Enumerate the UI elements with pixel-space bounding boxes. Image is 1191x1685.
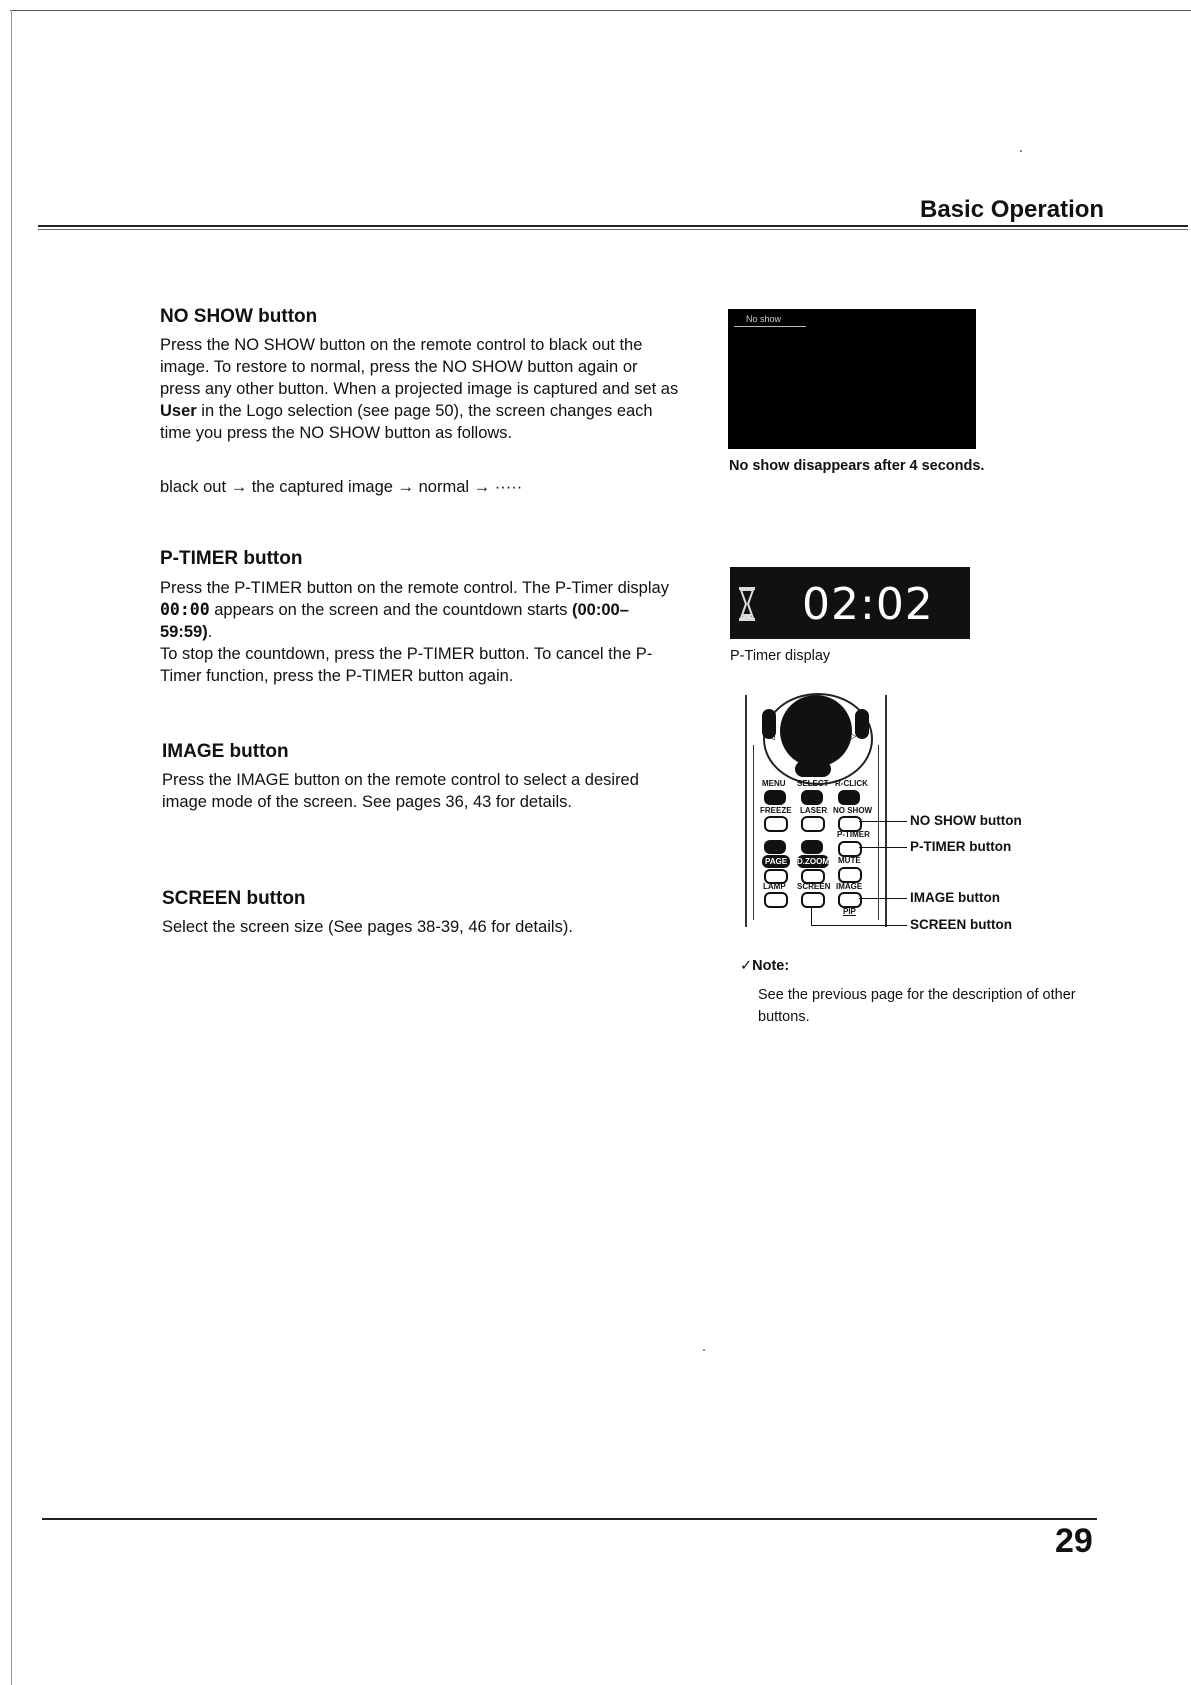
section-title-image: IMAGE button [162, 741, 289, 762]
image-paragraph: Press the IMAGE button on the remote control to select a desired image mode of the screen. See pages 36, 43 for details. [162, 771, 639, 811]
header-title: Basic Operation [920, 196, 1105, 223]
callout-image: IMAGE button [910, 890, 1000, 905]
noshow-text-2: in the Logo selection (see page 50), the screen changes each time you press the NO SHOW button as follows. [160, 402, 653, 442]
screen-button-icon [801, 892, 825, 908]
page-up-button-icon [764, 840, 786, 854]
remote-label-rclick: R-CLICK [835, 779, 868, 788]
remote-label-screen: SCREEN [797, 882, 831, 891]
remote-label-mute: MUTE [838, 856, 861, 865]
dzoom-up-button-icon [801, 840, 823, 854]
leader-line-ptimer [859, 847, 907, 848]
noshow-text-user: User [160, 402, 197, 420]
remote-outline-left-inner [753, 745, 754, 920]
noshow-sequence: black out → the captured image → normal → ····· [160, 478, 523, 496]
noshow-caption-rest: disappears after 4 seconds. [789, 458, 985, 474]
remote-label-freeze: FREEZE [760, 806, 792, 815]
volume-up-icon: ▷ [849, 731, 857, 742]
remote-outline-left [745, 695, 747, 927]
remote-outline-right-inner [878, 745, 879, 920]
ptimer-range: (00:00–59:59) [160, 601, 629, 641]
ptimer-text-1: Press the P-TIMER button on the remote control. The P-Timer display [160, 579, 669, 597]
laser-button-icon [801, 816, 825, 832]
lamp-button-icon [764, 892, 788, 908]
callout-ptimer: P-TIMER button [910, 839, 1012, 854]
scan-speck [1020, 150, 1022, 152]
footer-rule [42, 1518, 1097, 1520]
noshow-caption [729, 458, 984, 474]
note-title: ✓Note: [740, 958, 790, 974]
section-title-ptimer: P-TIMER button [160, 548, 303, 569]
top-border [10, 10, 1191, 11]
nav-down-icon [795, 761, 831, 777]
ptimer-code: 00:00 [160, 600, 210, 619]
noshow-text-1: Press the NO SHOW button on the remote control to black out the image. To restore to normal, press the NO SHOW button again or press any other button. When a projected image is captured and set as [160, 336, 679, 398]
callout-noshow: NO SHOW button [910, 813, 1022, 828]
page-number: 29 [1055, 1522, 1093, 1560]
nav-right-icon [855, 709, 869, 739]
leader-line-noshow [859, 821, 907, 822]
ptimer-paragraph-2: To stop the countdown, press the P-TIMER button. To cancel the P-Timer function, press the P-TIMER button again. [160, 645, 653, 685]
remote-label-noshow: NO SHOW [833, 806, 873, 815]
noshow-caption-bold: No show [729, 458, 790, 474]
ptimer-text-2: appears on the screen and the countdown starts [209, 601, 572, 619]
remote-outline-right [885, 695, 887, 927]
noshow-screen-figure [728, 309, 976, 449]
mute-button-icon [838, 867, 862, 883]
freeze-button-icon [764, 816, 788, 832]
hourglass-icon [738, 587, 756, 621]
remote-nav-center [780, 695, 852, 767]
ptimer-caption: P-Timer display [730, 648, 831, 664]
header-rule-thin [38, 229, 1188, 230]
remote-label-ptimer: P-TIMER [837, 830, 870, 839]
remote-label-dzoom: D.ZOOM [797, 857, 829, 866]
menu-button-icon [764, 790, 786, 805]
remote-label-menu: MENU [762, 779, 786, 788]
ptimer-screen-figure [730, 567, 970, 639]
remote-label-select: SELECT [797, 779, 829, 788]
image-button-icon [838, 892, 862, 908]
section-title-screen: SCREEN button [162, 888, 306, 909]
ptimer-button-icon [838, 841, 862, 857]
remote-label-pip: PIP [843, 907, 856, 916]
rclick-button-icon [838, 790, 860, 805]
section-title-noshow: NO SHOW button [160, 306, 318, 327]
leader-line-screen-vert [811, 906, 812, 925]
remote-label-page: PAGE [762, 855, 790, 868]
remote-label-image: IMAGE [836, 882, 863, 891]
leader-line-image [859, 898, 907, 899]
ptimer-time: 02:02 [802, 579, 934, 630]
remote-control-figure [745, 695, 1055, 940]
note-text: See the previous page for the description of other buttons. [758, 987, 1076, 1025]
noshow-screen-label: No show [746, 314, 782, 324]
leader-line-screen-horiz [811, 925, 907, 926]
left-margin-line [11, 10, 12, 1685]
noshow-paragraph [160, 334, 680, 444]
noshow-screen-label-underline [734, 326, 806, 327]
remote-label-lamp: LAMP [763, 882, 786, 891]
ptimer-text-3: . [207, 623, 213, 641]
callout-screen: SCREEN button [910, 917, 1012, 932]
screen-paragraph: Select the screen size (See pages 38-39, 46 for details). [162, 918, 573, 936]
ptimer-paragraph-1 [160, 577, 680, 643]
remote-label-laser: LASER [800, 806, 828, 815]
scan-speck [703, 1349, 705, 1351]
select-button-icon [801, 790, 823, 805]
header-rule [38, 225, 1188, 227]
volume-down-icon: ◁ [767, 731, 775, 742]
